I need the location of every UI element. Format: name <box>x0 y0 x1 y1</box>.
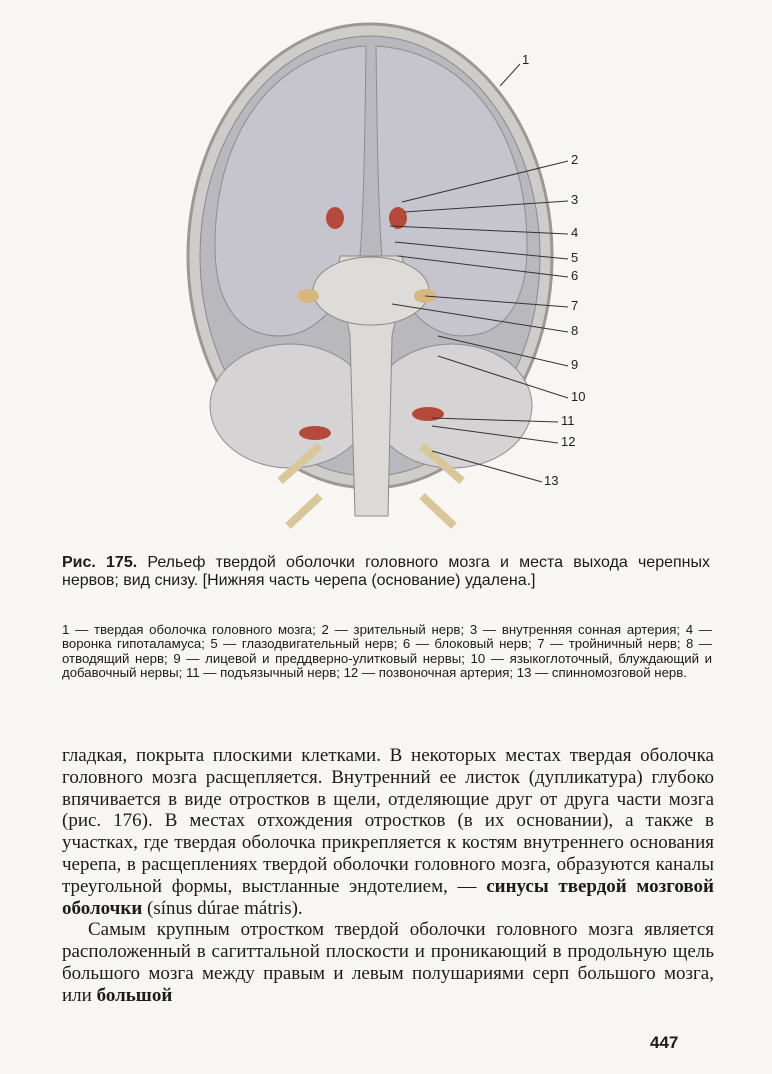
vertebral-left <box>299 426 331 440</box>
page-number: 447 <box>650 1033 679 1052</box>
callout-13: 13 <box>544 473 559 488</box>
term-dural-sinuses: синусы твердой мозговой оболочки <box>62 875 715 919</box>
callout-10: 10 <box>571 389 586 404</box>
paragraph-2-text: Самым крупным отростком твердой оболочки головного мозга является расположенный в сагиттальной плоскости и проникающий в продольную щель большого мозга между правым и левым полушариями серп большого мозга, или <box>62 919 714 1006</box>
figure-caption <box>62 554 710 589</box>
body-text <box>62 745 714 1007</box>
figure-caption-text: Рельеф твердой оболочки головного мозга и места выхода черепных нервов; вид снизу. [Нижняя часть черепа (основание) удалена.] <box>62 554 710 589</box>
callout-11: 11 <box>561 413 575 428</box>
term-falx: большой <box>96 984 173 1006</box>
figure-label: Рис. 175. <box>62 554 138 571</box>
callout-1: 1 <box>522 52 530 67</box>
spinal-nerve-left-lower <box>288 496 320 526</box>
callout-12: 12 <box>561 434 576 449</box>
callout-3: 3 <box>571 192 579 207</box>
callout-2: 2 <box>571 152 579 167</box>
paragraph-2 <box>62 919 714 1006</box>
paragraph-1-end: (sínus dúrae mátris). <box>142 897 303 919</box>
paragraph-1 <box>62 745 714 919</box>
vertebral-right <box>412 407 444 421</box>
figure-legend: 1 — твердая оболочка головного мозга; 2 — зрительный нерв; 3 — внутренняя сонная артерия; 4 — воронка гипоталамуса; 5 — глазодвигательный нерв; 6 — блоковый нерв; 7 — тройничный нерв; 8 — отводящий нерв; 9 — лицевой и преддверно-улитковый нервы; 10 — языкоглоточный, блуждающий и добавочный нервы; 11 — подъязычный нерв; 12 — позвоночная артерия; 13 — спинномозговой нерв. <box>62 622 712 681</box>
callout-8: 8 <box>571 323 579 338</box>
dura-mater-illustration <box>170 6 610 546</box>
spinal-nerve-right-lower <box>422 496 454 526</box>
callout-7: 7 <box>571 298 579 313</box>
brain-base-drawing <box>170 6 610 546</box>
callout-6: 6 <box>571 268 579 283</box>
callout-9: 9 <box>571 357 579 372</box>
callout-5: 5 <box>571 250 579 265</box>
callout-4: 4 <box>571 225 579 240</box>
paragraph-1-text: гладкая, покрыта плоскими клетками. В некоторых местах твердая оболочка головного мозга расщепляется. Внутренний ее листок (дупликатура) глубоко впячивается в виде отростков в щели, отделяющие друг от друга части мозга (рис. 176). В местах отхождения отростков (в их основании), а также в участках, где твердая оболочка прикрепляется к костям внутреннего основания черепа, в расщеплениях твердой оболочки головного мозга, образуются каналы треугольной формы, выстланные эндотелием, — <box>62 745 714 897</box>
trigeminal-left <box>297 289 319 303</box>
carotid-left <box>326 207 344 229</box>
left-cerebellum <box>210 344 370 468</box>
right-cerebellum <box>372 344 532 468</box>
pons <box>313 257 429 325</box>
